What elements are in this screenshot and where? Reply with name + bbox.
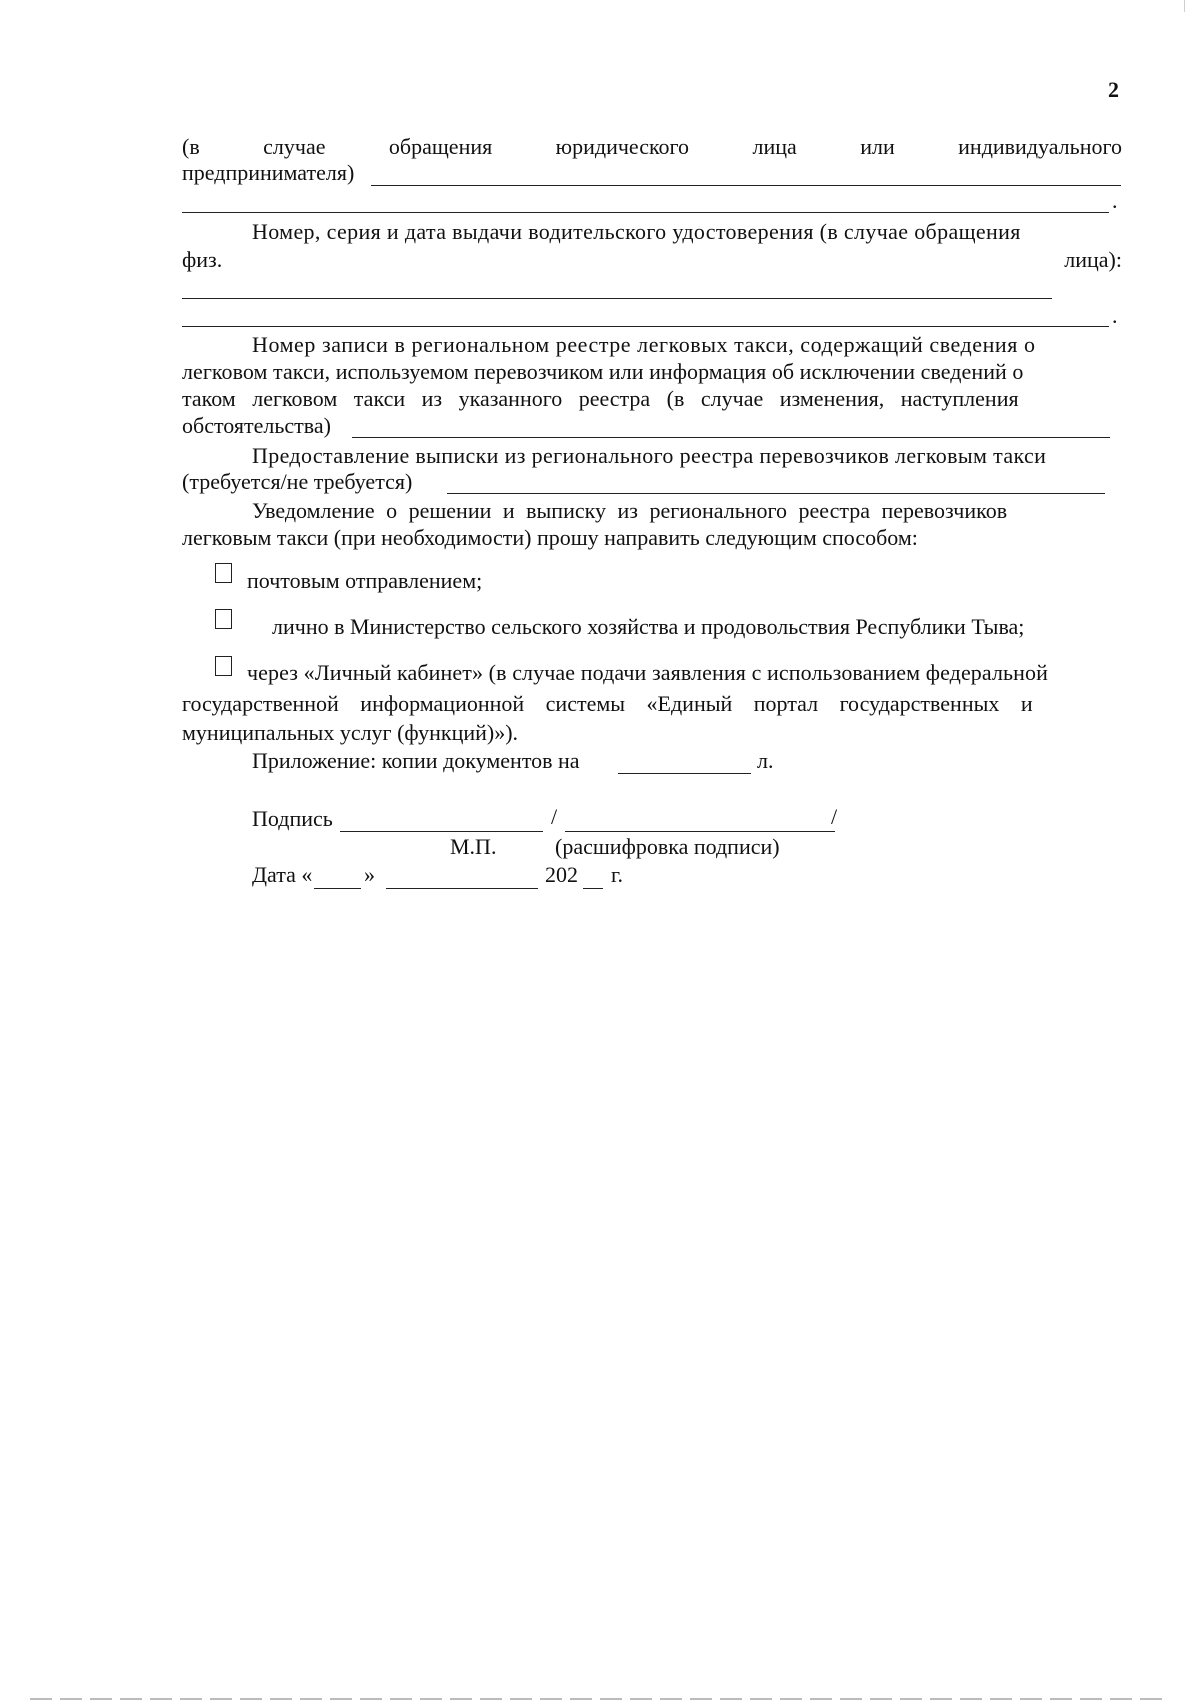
license-fill-line-2 — [182, 326, 1109, 327]
legal-entity-word: юридического — [555, 134, 690, 159]
cabinet-line-2: государственной информационной системы «Единый портал государственных и — [182, 691, 1033, 716]
license-period: . — [1112, 303, 1118, 328]
signature-slash-1: / — [551, 804, 558, 829]
date-year-prefix: 202 — [545, 862, 578, 887]
attachment-label: Приложение: копии документов на — [252, 748, 580, 773]
attachment-unit: л. — [757, 748, 774, 773]
registry-line-1: Номер записи в региональном реестре легковых такси, содержащий сведения о — [252, 332, 1036, 357]
date-year-suffix: г. — [611, 862, 624, 887]
registry-line-2: легковом такси, используемом перевозчиком или информация об исключении сведений о — [182, 359, 1024, 384]
date-day-line[interactable] — [314, 888, 361, 889]
signature-decoding-caption: (расшифровка подписи) — [555, 834, 780, 859]
legal-entity-word: или — [860, 134, 895, 159]
license-phys: физ. — [182, 247, 223, 272]
legal-entity-label: предпринимателя) — [182, 160, 355, 185]
legal-entity-word: лица — [752, 134, 797, 159]
legal-entity-word: случае — [263, 134, 326, 159]
license-line-2 — [182, 247, 1122, 273]
cabinet-line-1: через «Личный кабинет» (в случае подачи заявления с использованием федеральной — [247, 660, 1049, 685]
legal-entity-word: обращения — [388, 134, 493, 159]
postal-checkbox[interactable] — [215, 563, 232, 583]
in-person-label: лично в Министерство сельского хозяйства и продовольствия Республики Тыва; — [272, 614, 1025, 639]
scan-edge-mark — [1184, 0, 1185, 12]
signature-decoding-line[interactable] — [565, 831, 835, 832]
registry-line-3: таком легковом такси из указанного реестра (в случае изменения, наступления — [182, 386, 1019, 411]
license-line-1 — [252, 219, 1122, 245]
date-year-line[interactable] — [583, 888, 603, 889]
license-text-1: Номер, серия и дата выдачи водительского удостоверения (в случае обращения — [252, 219, 1021, 244]
date-label: Дата « — [252, 862, 313, 887]
scan-bottom-artifact — [30, 1698, 1170, 1700]
postal-label: почтовым отправлением; — [247, 568, 483, 593]
notification-line-2: легковым такси (при необходимости) прошу направить следующим способом: — [182, 525, 918, 550]
legal-entity-word: (в — [182, 134, 200, 159]
signature-slash-2: / — [831, 804, 838, 829]
cabinet-checkbox[interactable] — [215, 656, 232, 676]
legal-entity-word: индивидуального — [958, 134, 1122, 159]
registry-label: обстоятельства) — [182, 413, 331, 438]
page-number: 2 — [1108, 77, 1119, 102]
extract-line-1: Предоставление выписки из регионального реестра перевозчиков легковым такси — [252, 443, 1047, 468]
legal-entity-period: . — [1112, 188, 1118, 213]
extract-label: (требуется/не требуется) — [182, 469, 413, 494]
license-person: лица): — [1064, 247, 1122, 272]
license-fill-line-1 — [182, 298, 1052, 299]
date-close-quote: » — [364, 862, 375, 887]
registry-fill-line — [352, 437, 1110, 438]
attachment-pages-line[interactable] — [618, 773, 751, 774]
notification-line-1: Уведомление о решении и выписку из регионального реестра перевозчиков — [252, 498, 1008, 523]
legal-entity-fill-line-2 — [182, 212, 1109, 213]
date-month-line[interactable] — [386, 888, 538, 889]
legal-entity-line-1 — [182, 134, 1122, 160]
legal-entity-fill-line-1 — [371, 185, 1121, 186]
signature-label: Подпись — [252, 806, 333, 831]
extract-fill-line — [447, 493, 1105, 494]
cabinet-line-3: муниципальных услуг (функций)»). — [182, 720, 519, 745]
stamp-label: М.П. — [450, 834, 497, 859]
signature-line[interactable] — [340, 831, 543, 832]
in-person-checkbox[interactable] — [215, 609, 232, 629]
